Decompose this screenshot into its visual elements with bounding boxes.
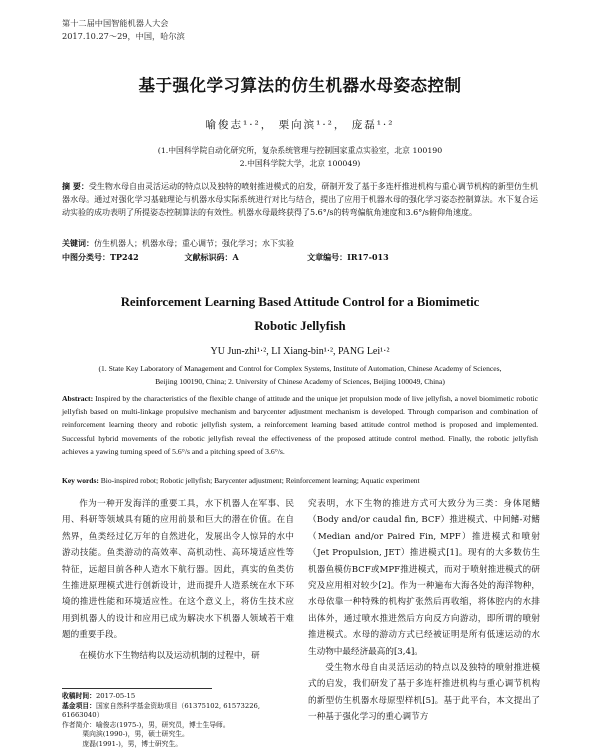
authors-zh: 喻俊志¹·²， 栗向滨¹·²， 庞磊¹·² (205, 119, 395, 131)
affiliation-en-1: (1. State Key Laboratory of Management and Control for Complex Systems, Institute of Automation, Chinese Academy of Sciences, (98, 364, 502, 373)
keywords-zh-label: 关键词： (62, 238, 94, 248)
received-label: 收稿时间： (62, 692, 96, 700)
body-column-right (308, 496, 540, 726)
abstract-zh (62, 180, 538, 220)
conference-name: 第十二届中国智能机器人大会 (62, 18, 169, 28)
clc-label: 中图分类号： (62, 252, 110, 262)
title-en-line2: Robotic Jellyfish (254, 319, 346, 333)
received-date: 2017-05-15 (95, 692, 136, 700)
title-en (0, 290, 600, 338)
footnote (62, 688, 294, 749)
authors-en: YU Jun-zhi¹·², LI Xiang-bin¹·², PANG Lei¹·² (210, 346, 390, 357)
affiliations-en (62, 362, 538, 388)
fund-text: 国家自然科学基金资助项目（61375102, 61573226, 61663040） (62, 701, 261, 719)
body-left-paragraph-2: 在模仿水下生物结构以及运动机制的过程中，研 (79, 650, 260, 661)
abstract-en-text: Inspired by the characteristics of the flexible change of attitude and the unique jet propulsion mode of live jellyfish, a novel biomimetic robotic jellyfish based on multi-linkage propulsive mechanism and barycenter adjustment mechanism is developed. Through comparison and combination of reinforcement learning theory and robotic jellyfish system, a reinforcement learning based attitude control method is proposed and implemented. Successful hybrid movements of the robotic jellyfish reveal the effectiveness of the proposed attitude control method. Finally, the robotic jellyfish achieves a yawing turning speed of 5.6°/s and a pitching speed of 3.6°/s. (62, 394, 538, 456)
title-en-line1: Reinforcement Learning Based Attitude Control for a Biomimetic (120, 295, 480, 309)
body-right-paragraph-1: 究表明，水下生物的推进方式可大致分为三类：身体尾鳍（Body and/or caudal fin, BCF）推进模式、中间鳍-对鳍（Median and/or Paired Fin, MPF）推进模式和喷射（Jet Propulsion, JET）推进模式[1]。现有的大多数仿生机器鱼模仿BCF或MPF推进模式，而对于喷射推进模式的研究及应用相对较少[2]。作为一种遍布大海各处的海洋物种，水母依靠一种特殊的机构扩张然后再收缩，将体腔内的水排出体外，通过喷水推进然后方向反方向游动，即所谓的喷射推进模式。水母的游动方式已经被证明是所有低速运动的水生动物中最经济最高的[3,4]。 (308, 499, 540, 657)
body-column-left (62, 496, 294, 664)
article-no-label: 文章编号： (307, 252, 348, 262)
keywords-zh-text: 仿生机器人；机器水母；重心调节；强化学习；水下实验 (94, 239, 294, 248)
doc-code-label: 文献标识码： (184, 252, 233, 262)
keywords-zh (62, 238, 294, 249)
body-right-paragraph-2: 受生物水母自由灵活运动的特点以及独特的喷射推进模式的启发，我们研发了基于多连杆推进机构与重心调节机构的新型仿生机器水母原型样机[5]。基于此平台，本文提出了一种基于强化学习的重心调节方 (308, 663, 540, 723)
body-left-paragraph-1: 作为一种开发海洋的重要工具，水下机器人在军事、民用、科研等领域具有随的应用前景和巨大的潜在价值。在自然界，鱼类经过亿万年的自然进化，发展出令人惊异的水中游动技能。鱼类游动的高效率、高机动性、高环境适应性等特征，远超目前各种人造水下航行器。因此，真实的鱼类仿生推进原理模式进行创新设计，进而提升人造系统在水下环境的推进性能和环境适应性。在这个意义上，将仿生技术应用到机器人的设计和应用已成为解决水下机器人领域若干难题的重要手段。 (62, 499, 294, 641)
affiliation-zh-1: (1.中国科学院自动化研究所，复杂系统管理与控制国家重点实验室，北京 100190 (157, 146, 443, 155)
affiliation-en-2: Beijing 100190, China; 2. University of Chinese Academy of Sciences, Beijing 100049, China) (155, 377, 445, 386)
doc-code-value: A (232, 252, 239, 262)
author-bio-1: 作者简介：喻俊志(1975-)，男，研究员，博士生导师。 (62, 720, 230, 729)
affiliations-zh (0, 144, 600, 170)
fund-label: 基金项目： (62, 701, 96, 710)
clc-value: TP242 (110, 252, 139, 262)
author-bio-2: 栗向滨(1990-)，男，硕士研究生。 (82, 730, 189, 738)
article-no-value: IR17-013 (347, 252, 389, 262)
abstract-en-label: Abstract: (62, 394, 94, 403)
keywords-en-label: Key words: (62, 476, 99, 485)
affiliation-zh-2: 2.中国科学院大学，北京 100049) (239, 159, 361, 168)
title-zh: 基于强化学习算法的仿生机器水母姿态控制 (138, 76, 462, 95)
conference-date-place: 2017.10.27～29，中国，哈尔滨 (62, 31, 185, 41)
abstract-zh-label: 摘 要： (62, 181, 89, 191)
abstract-zh-text: 受生物水母自由灵活运动的特点以及独特的喷射推进模式的启发，研制开发了基于多连杆推进机构与重心调节机构的新型仿生机器水母。通过对强化学习基础理论与机器水母实际系统进行对比与结合，提出了应用于机器水母的强化学习姿态控制算法。水下复合运动实验的成功表明了所提姿态控制算法的有效性。机器水母最终获得了5.6°/s的转弯偏航角速度和3.6°/s俯仰角速度。 (62, 182, 538, 218)
author-bio-3: 庞磊(1991-)，男，博士研究生。 (82, 739, 183, 748)
classification-line (62, 252, 538, 263)
conference-header (62, 17, 185, 43)
abstract-en (62, 392, 538, 458)
keywords-en-text: Bio-inspired robot; Robotic jellyfish; Barycenter adjustment; Reinforcement learning; Aquatic experiment (98, 476, 420, 485)
footnote-divider (62, 688, 212, 689)
keywords-en (62, 476, 538, 485)
